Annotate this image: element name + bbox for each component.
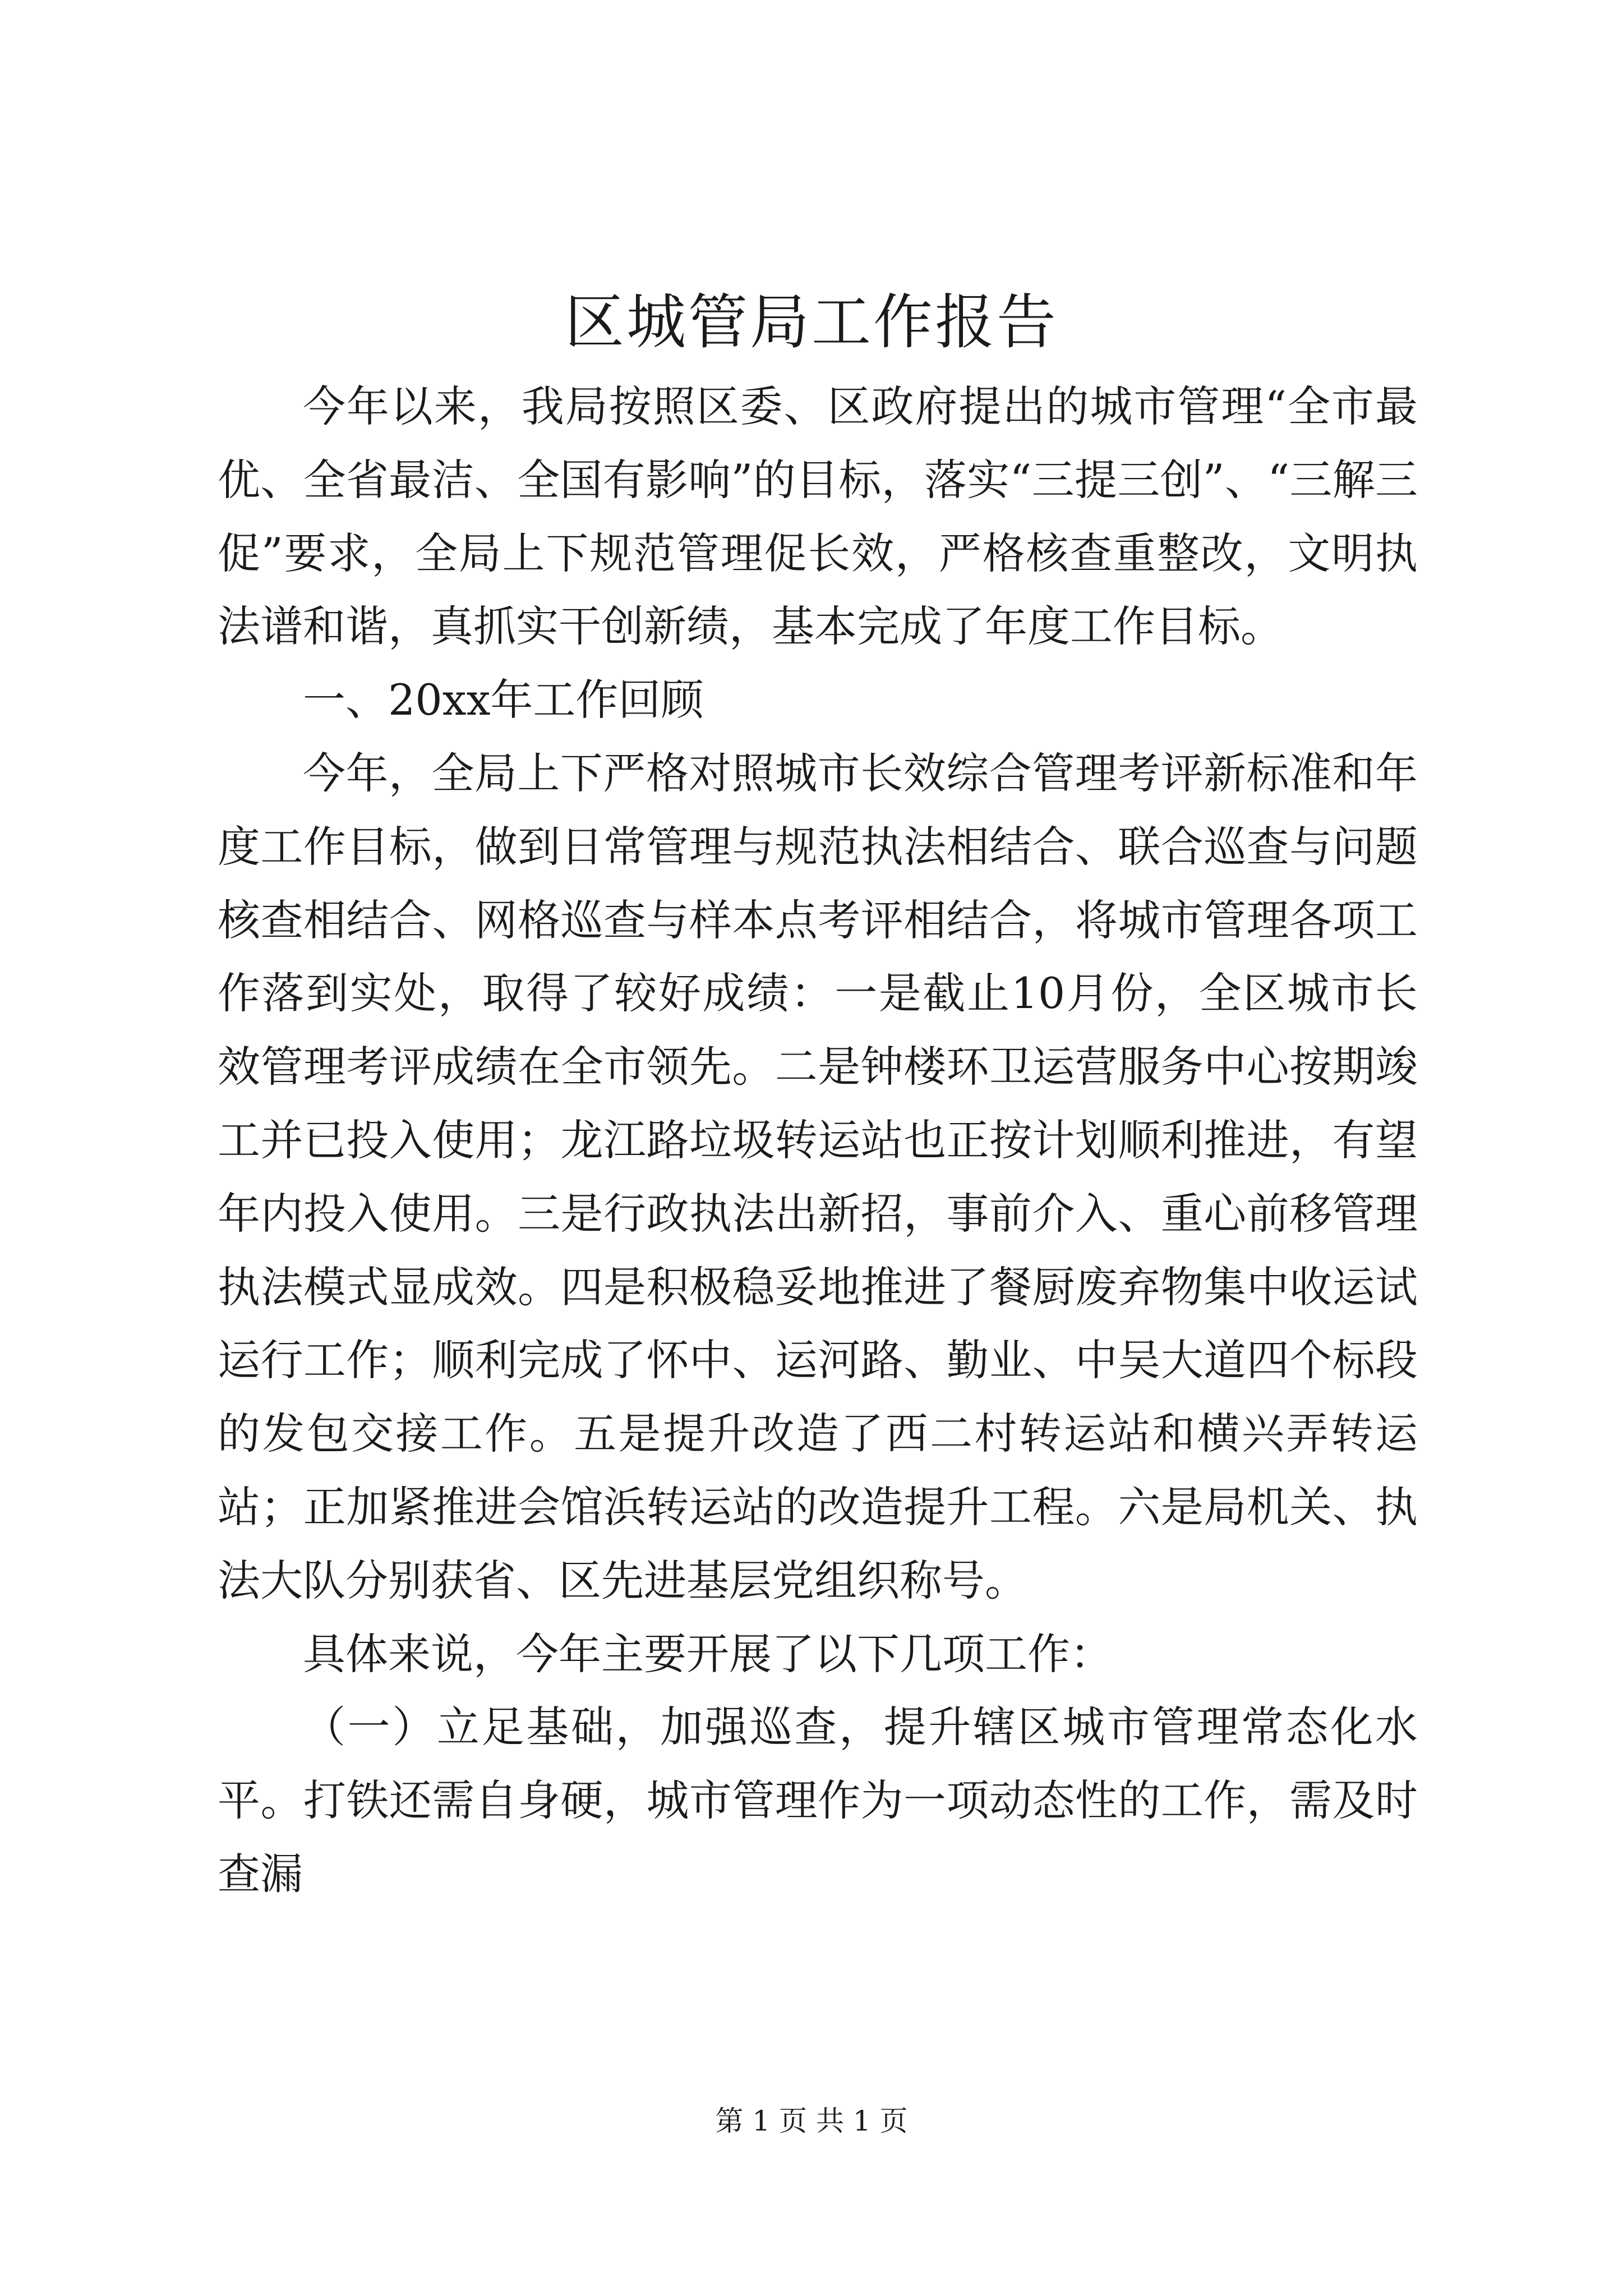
intro-paragraph: 今年以来，我局按照区委、区政府提出的城市管理“全市最优、全省最洁、全国有影响”的目标，落实“三提三创”、“三解三促”要求，全局上下规范管理促长效，严格核查重整改，文明执法谱和谐，真抓实干创新绩，基本完成了年度工作目标。: [218, 381, 1418, 652]
page-number-footer: 第 1 页 共 1 页: [715, 2105, 908, 2137]
document-body: [218, 370, 1418, 1911]
document-title: 区城管局工作报告: [565, 288, 1058, 357]
section-heading: 一、20xx年工作回顾: [303, 675, 704, 725]
work-intro-paragraph: 具体来说，今年主要开展了以下几项工作：: [303, 1628, 1113, 1679]
review-paragraph: 今年，全局上下严格对照城市长效综合管理考评新标准和年度工作目标，做到日常管理与规范执法相结合、联合巡查与问题核查相结合、网格巡查与样本点考评相结合，将城市管理各项工作落到实处，取得了较好成绩：一是截止10月份，全区城市长效管理考评成绩在全市领先。二是钟楼环卫运营服务中心按期竣工并已投入使用；龙江路垃圾转运站也正按计划顺利推进，有望年内投入使用。三是行政执法出新招，事前介入、重心前移管理执法模式显成效。四是积极稳妥地推进了餐厨废弃物集中收运试运行工作；顺利完成了怀中、运河路、勤业、中吴大道四个标段的发包交接工作。五是提升改造了西二村转运站和横兴弄转运站；正加紧推进会馆浜转运站的改造提升工程。六是局机关、执法大队分别获省、区先进基层党组织称号。: [218, 748, 1418, 1605]
subsection-paragraph: （一）立足基础，加强巡查，提升辖区城市管理常态化水平。打铁还需自身硬，城市管理作为一项动态性的工作，需及时查漏: [218, 1702, 1418, 1899]
